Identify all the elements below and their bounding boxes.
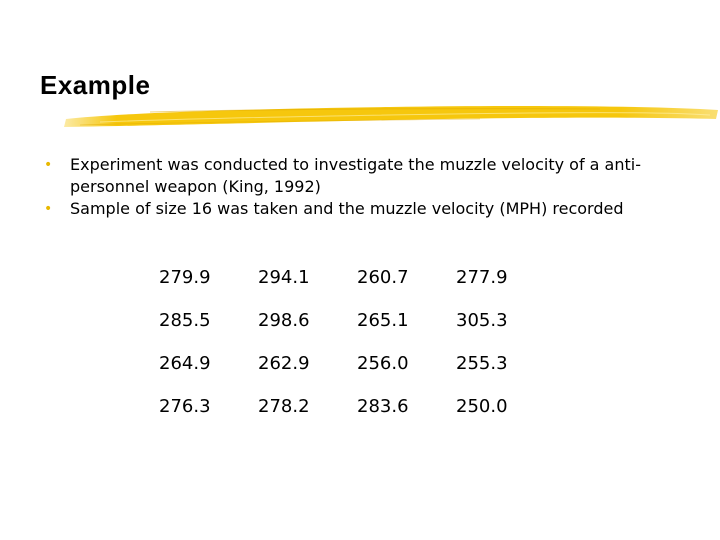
table-cell: 277.9 — [456, 267, 508, 288]
table-cell: 298.6 — [258, 310, 310, 331]
bullet-item — [40, 154, 700, 198]
table-row — [150, 299, 546, 342]
table-cell: 256.0 — [357, 353, 409, 374]
table-cell: 285.5 — [159, 310, 211, 331]
table-row — [150, 342, 546, 385]
table-cell: 250.0 — [456, 396, 508, 417]
table-cell: 262.9 — [258, 353, 310, 374]
table-cell: 260.7 — [357, 267, 409, 288]
bullet-dot-icon: • — [44, 157, 53, 173]
title-underline-brush-stroke — [60, 100, 720, 132]
table-cell: 264.9 — [159, 353, 211, 374]
table-cell: 276.3 — [159, 396, 211, 417]
bullet-item — [40, 198, 700, 220]
slide-title: Example — [40, 70, 151, 100]
table-cell: 265.1 — [357, 310, 409, 331]
table-row — [150, 256, 546, 299]
bullet-dot-icon: • — [44, 201, 53, 217]
table-cell: 255.3 — [456, 353, 508, 374]
muzzle-velocity-table — [150, 256, 546, 428]
table-cell: 294.1 — [258, 267, 310, 288]
bullet-text: Sample of size 16 was taken and the muzzle velocity (MPH) recorded — [70, 199, 624, 218]
table-cell: 278.2 — [258, 396, 310, 417]
table-row — [150, 385, 546, 428]
table-cell: 283.6 — [357, 396, 409, 417]
bullet-text: Experiment was conducted to investigate the muzzle velocity of a anti-personnel weapon (King, 1992) — [70, 155, 641, 196]
table-cell: 305.3 — [456, 310, 508, 331]
bullet-list — [40, 154, 700, 220]
table-cell: 279.9 — [159, 267, 211, 288]
